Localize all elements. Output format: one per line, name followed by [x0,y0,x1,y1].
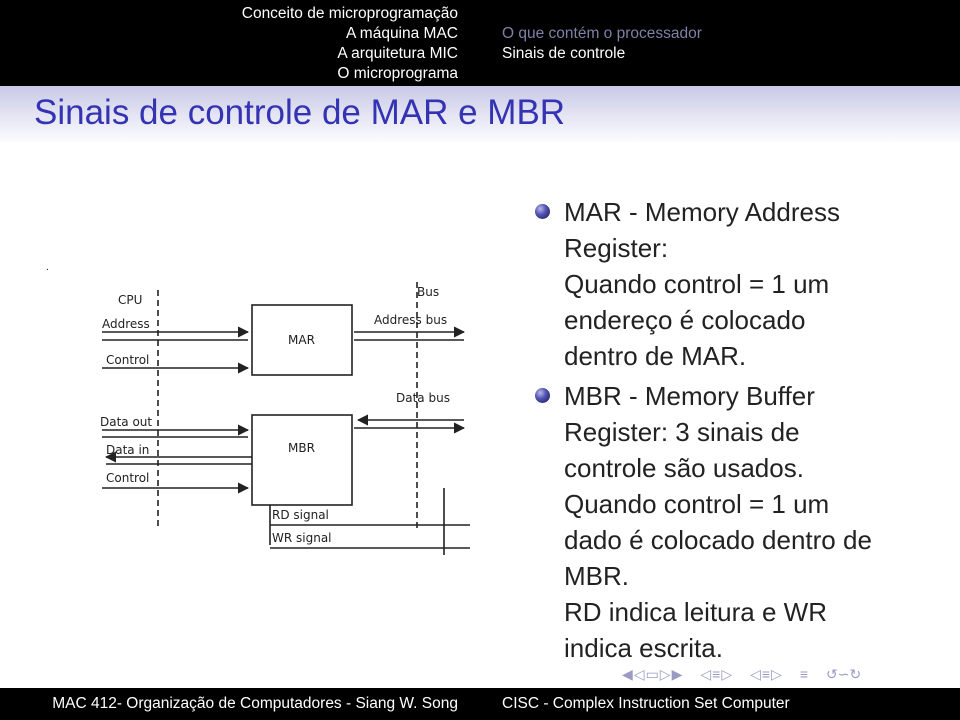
label-bus: Bus [417,285,440,299]
footer-bar [0,688,960,720]
prev-section-icon[interactable]: ◁ [750,666,761,682]
label-address: Address [102,317,150,331]
subsection-link-processor[interactable]: O que contém o processador [502,25,702,42]
label-mar: MAR [288,333,315,347]
label-mbr: MBR [288,441,315,455]
next-frame-icon[interactable]: ▷ [659,666,671,682]
label-address-bus: Address bus [374,313,448,327]
section-link-mac[interactable]: A máquina MAC [346,25,458,42]
label-wr-signal: WR signal [272,531,332,545]
slide-navigation-controls [622,664,861,684]
next-section-icon[interactable]: ▷ [771,666,782,682]
bullet-item-mar [530,194,940,374]
frame-nav-group [622,666,682,682]
bullet-ball-icon [535,204,550,219]
last-frame-icon[interactable]: ▶ [671,666,683,682]
label-control-1: Control [106,353,150,367]
subsection-icon[interactable]: ≡ [712,666,721,682]
label-data-bus: Data bus [396,391,450,405]
top-navigation-bar [0,0,960,86]
frame-title-bar [0,86,960,142]
mar-mbr-diagram [92,270,472,560]
first-frame-icon[interactable]: ◀ [622,666,633,682]
bullet-list [530,194,940,670]
stray-mark: . [46,262,49,273]
search-icon[interactable]: ↺∽↻ [826,666,862,682]
bullet-item-mbr [530,378,940,666]
bullet-text: MBR - Memory Buffer Register: 3 sinais de controle são usados. Quando control = 1 um dado é colocado dentro de MBR. RD indica leitura e WR indica escrita. [564,381,872,663]
section-link-microprogram[interactable]: O microprograma [337,65,458,82]
footer-short-title: CISC - Complex Instruction Set Computer [480,688,960,720]
next-subsection-icon[interactable]: ▷ [721,666,733,682]
label-control-2: Control [106,471,150,485]
section-nav-group [750,666,782,682]
label-rd-signal: RD signal [272,508,329,522]
subsection-link-control-signals[interactable]: Sinais de controle [502,45,626,62]
subsection-nav-group [700,666,732,682]
frame-title: Sinais de controle de MAR e MBR [34,93,566,132]
section-icon[interactable]: ≡ [761,666,771,682]
subsection-nav [502,0,702,86]
prev-frame-icon[interactable]: ◁ [633,666,645,682]
prev-subsection-icon[interactable]: ◁ [700,666,712,682]
frame-icon[interactable]: ▭ [645,666,659,682]
section-nav [0,0,480,86]
footer-author: MAC 412- Organização de Computadores - Siang W. Song [0,688,480,720]
bullet-text: MAR - Memory Address Register: Quando control = 1 um endereço é colocado dentro de MAR. [564,197,840,371]
section-link-mic[interactable]: A arquitetura MIC [337,45,458,62]
align-icon[interactable]: ≡ [799,666,808,682]
label-cpu: CPU [118,293,143,307]
bullet-ball-icon [535,388,550,403]
label-data-in: Data in [106,443,150,457]
label-data-out: Data out [100,415,153,429]
section-link-concept[interactable]: Conceito de microprogramação [241,5,458,22]
